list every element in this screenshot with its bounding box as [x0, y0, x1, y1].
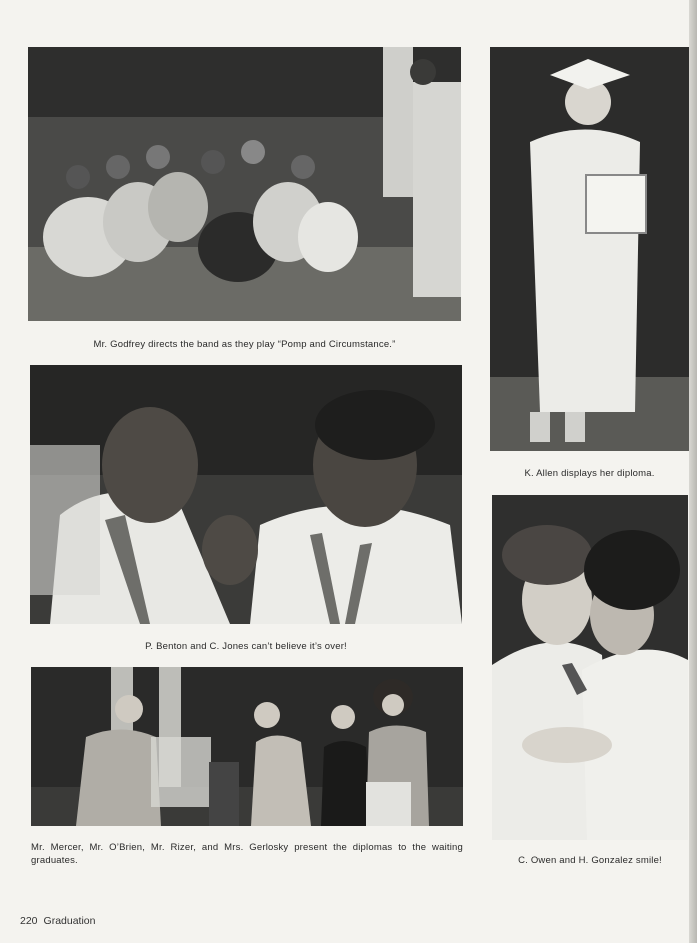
- allen-photo: [490, 47, 689, 451]
- band-caption: Mr. Godfrey directs the band as they play “Pomp and Circumstance.”: [93, 339, 396, 350]
- benton-jones-photo: [30, 365, 462, 624]
- diplomas-caption: Mr. Mercer, Mr. O’Brien, Mr. Rizer, and Mrs. Gerlosky present the diplomas to the waiting graduates.: [31, 842, 463, 866]
- allen-caption: K. Allen displays her diploma.: [524, 468, 655, 479]
- page-binding-edge: [689, 0, 697, 943]
- diplomas-photo: [31, 667, 463, 826]
- section-name: Graduation: [43, 915, 96, 927]
- band-photo: [28, 47, 461, 321]
- owen-gonzalez-photo: [492, 495, 688, 840]
- page-folio: [20, 915, 101, 927]
- benton-jones-caption: P. Benton and C. Jones can’t believe it’s over!: [145, 641, 347, 652]
- owen-gonzalez-caption: C. Owen and H. Gonzalez smile!: [518, 855, 662, 866]
- page-number: 220: [20, 915, 38, 927]
